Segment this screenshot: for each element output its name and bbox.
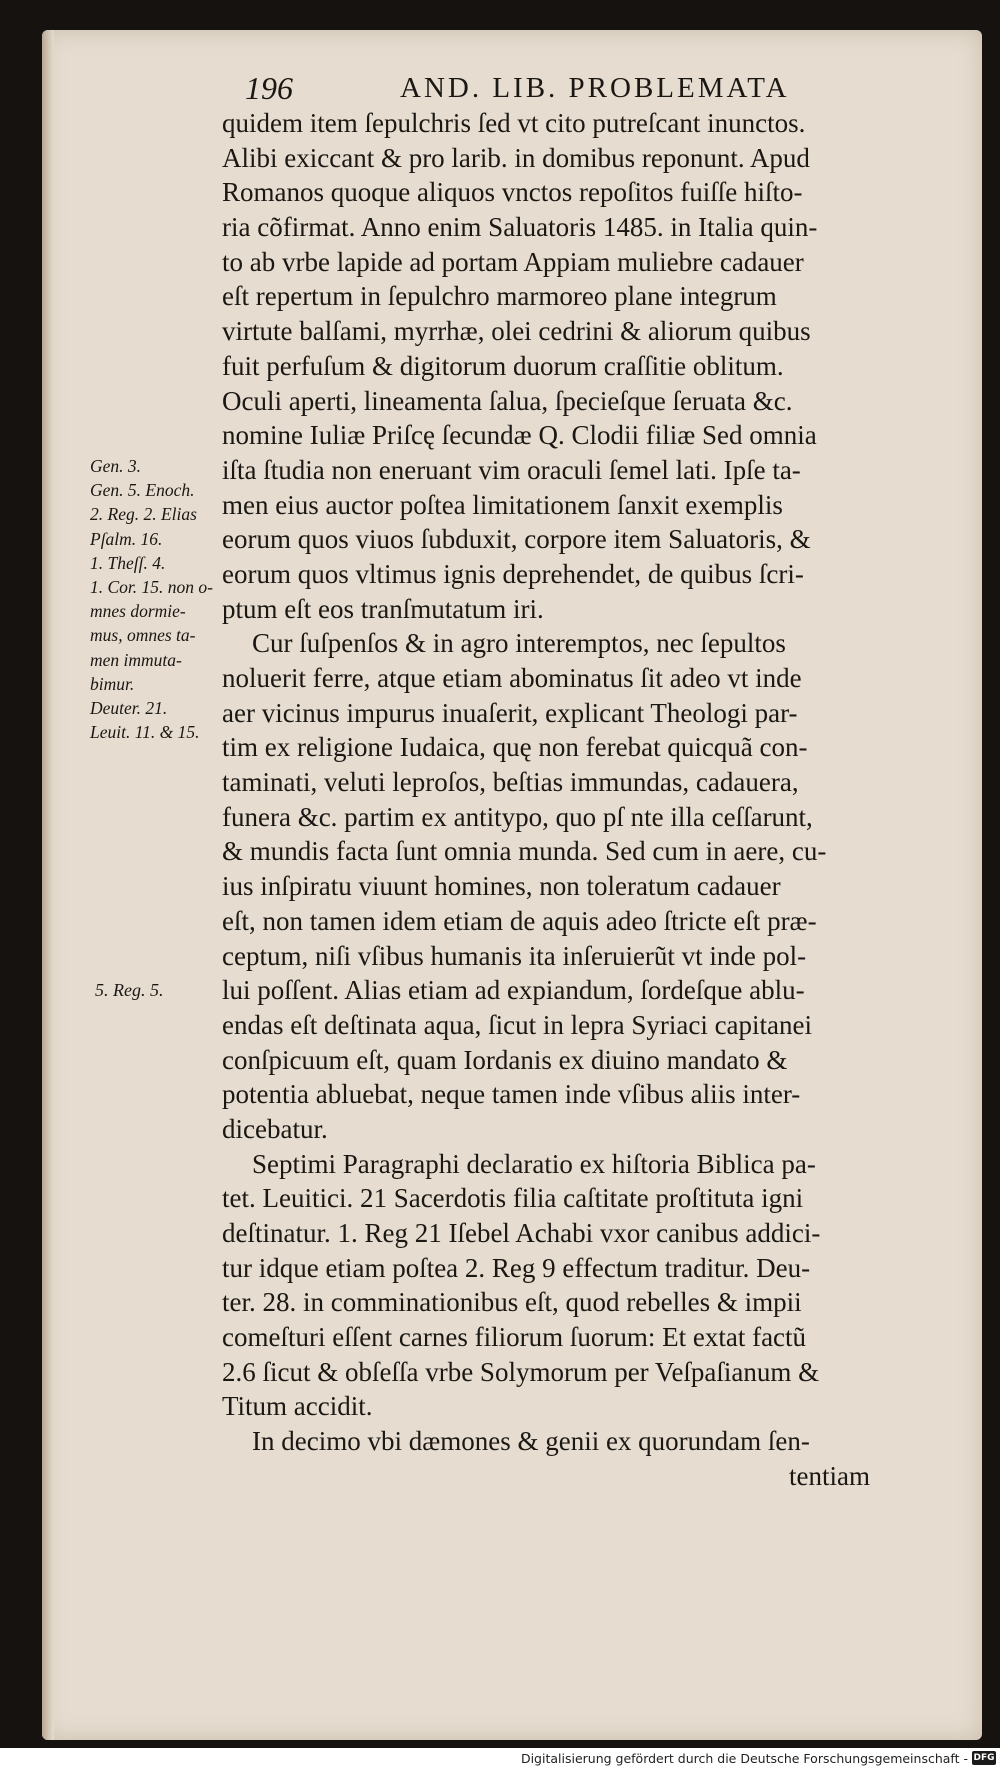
footer-strip [0,1748,1000,1770]
margin-note-reg: 5. Reg. 5. [95,980,164,1000]
text-line: Titum accidit. [222,1391,373,1422]
margin-note: mus, omnes ta- [90,625,196,646]
text-line: tur idque etiam poſtea 2. Reg 9 effectum traditur. Deu- [222,1252,811,1283]
text-line: taminati, veluti leproſos, beſtias immundas, cadauera, [222,767,799,798]
text-line: men eius auctor poſtea limitationem ſanxit exemplis [222,489,783,520]
margin-note: men immuta- [90,649,182,670]
text-line: virtute balſami, myrrhæ, olei cedrini & aliorum quibus [222,316,811,347]
margin-note: 1. Cor. 15. non o- [90,576,213,597]
paragraph-start-line: Cur ſuſpenſos & in agro interemptos, nec ſepultos [252,628,786,659]
text-line: to ab vrbe lapide ad portam Appiam muliebre cadauer [222,246,804,277]
margin-note: Gen. 5. Enoch. [90,480,195,501]
text-line: & mundis facta ſunt omnia munda. Sed cum in aere, cu- [222,836,827,867]
text-line: quidem item ſepulchris ſed vt cito putreſcant inunctos. [222,108,806,138]
text-line: eorum quos viuos ſubduxit, corpore item Saluatoris, & [222,524,811,555]
text-line: tet. Leuitici. 21 Sacerdotis filia caſtitate proſtituta igni [222,1183,804,1214]
text-line: noluerit ferre, atque etiam abominatus ſit adeo vt inde [222,663,802,693]
margin-note: Gen. 3. [90,456,142,476]
margin-note: Deuter. 21. [90,697,168,718]
text-line: nomine Iuliæ Priſcę ſecundæ Q. Clodii filiæ Sed omnia [222,420,817,451]
paragraph-start-line: Septimi Paragraphi declaratio ex hiſtoria Biblica pa- [252,1148,816,1179]
text-line: ceptum, niſi vſibus humanis ita inſeruierũt vt inde pol- [222,940,807,971]
text-line: dicebatur. [222,1113,328,1144]
text-line: lui poſſent. Alias etiam ad expiandum, ſordeſque ablu- [222,975,805,1006]
margin-note: bimur. [90,673,135,694]
margin-note: Pſalm. 16. [90,528,163,549]
dfg-logo: DFG [973,1753,995,1763]
text-line: eſt repertum in ſepulchro marmoreo plane integrum [222,281,777,312]
margin-note: 1. Theſſ. 4. [90,552,166,573]
footer-credit: Digitalisierung gefördert durch die Deutsche Forschungsgemeinschaft - [520,1751,968,1766]
page-edge [42,30,54,1740]
text-line: eſt, non tamen idem etiam de aquis adeo ſtricte eſt præ- [222,905,817,936]
text-line: eorum quos vltimus ignis deprehendet, de quibus ſcri- [222,558,804,589]
catchword: tentiam [789,1460,870,1491]
text-line: comeſturi eſſent carnes filiorum ſuorum: Et extat factũ [222,1322,807,1353]
text-line: ter. 28. in comminationibus eſt, quod rebelles & impii [222,1287,802,1318]
margin-notes [90,454,265,744]
text-line: iſta ſtudia non eneruant vim oraculi ſemel lati. Ipſe ta- [222,454,801,485]
margin-note: mnes dormie- [90,601,186,622]
text-line: endas eſt deſtinata aqua, ſicut in lepra Syriaci capitanei [222,1009,813,1040]
text-line: potentia abluebat, neque tamen inde vſibus aliis inter- [222,1079,801,1110]
text-line: aer vicinus impurus inuaſerit, explicant Theologi par- [222,697,798,728]
text-line: deſtinatur. 1. Reg 21 Iſebel Achabi vxor canibus addici- [222,1218,821,1248]
text-line: Romanos quoque aliquos vnctos repoſitos fuiſſe hiſto- [222,177,803,208]
page-number: 196 [245,70,293,106]
text-line: ius inſpiratu viuunt homines, non toleratum cadauer [222,871,781,902]
text-line: 2.6 ſicut & obſeſſa vrbe Solymorum per Veſpaſianum & [222,1356,820,1387]
text-line: fuit perfuſum & digitorum duorum craſſitie oblitum. [222,350,784,381]
text-line: funera &c. partim ex antitypo, quo pſ nte illa ceſſarunt, [222,801,813,832]
text-line: tim ex religione Iudaica, quę non ferebat quicquã con- [222,732,808,763]
text-line: Alibi exiccant & pro larib. in domibus reponunt. Apud [222,142,810,173]
margin-note: Leuit. 11. & 15. [90,722,200,743]
text-line: Oculi aperti, lineamenta ſalua, ſpecieſque ſeruata &c. [222,385,793,416]
text-line: conſpicuum eſt, quam Iordanis ex diuino mandato & [222,1044,788,1075]
text-line: ria cõfirmat. Anno enim Saluatoris 1485. in Italia quin- [222,212,818,243]
margin-note: 2. Reg. 2. Elias [90,504,197,525]
running-head: AND. LIB. PROBLEMATA [400,72,790,104]
paragraph-start-line: In decimo vbi dæmones & genii ex quorundam ſen- [252,1426,810,1457]
body-text [222,106,870,1494]
text-line: ptum eſt eos tranſmutatum iri. [222,593,544,624]
